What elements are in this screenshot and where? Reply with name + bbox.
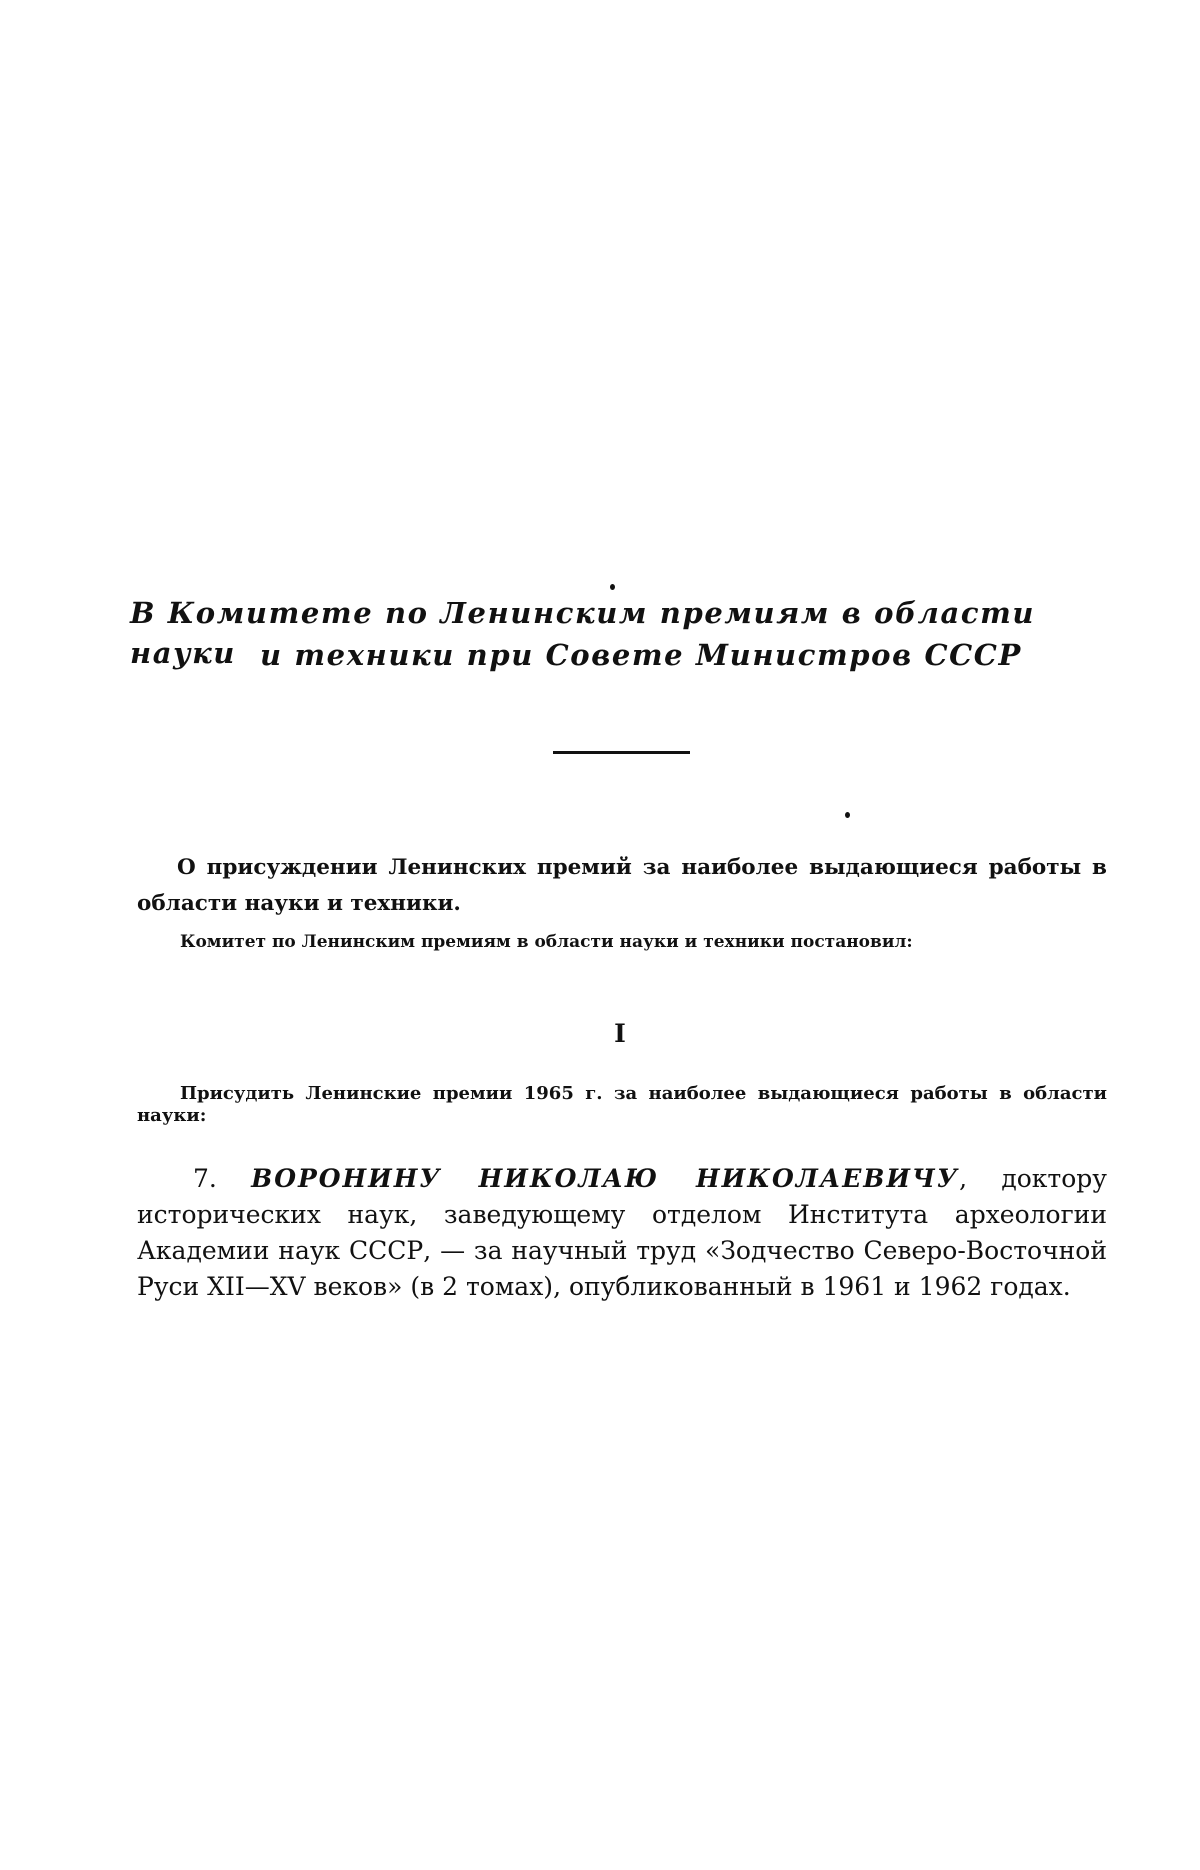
award-text: Присудить Ленинские премии 1965 г. за наиболее выдающиеся работы в области науки:: [137, 1083, 1107, 1126]
laureate-name: ВОРОНИНУ НИКОЛАЮ НИКОЛАЕВИЧУ: [251, 1164, 960, 1193]
decree-intro: Комитет по Ленинским премиям в области науки и техники постановил:: [180, 932, 913, 952]
section-number: I: [614, 1019, 626, 1048]
laureate-description: , доктору исторических наук, заведующему отделом Института археологии Академии наук СССР, — за научный труд «Зодчество Северо-Восточной Руси XII—XV веков» (в 2 томах), опубликованный в 1961 и 1962 годах.: [137, 1164, 1107, 1301]
decree-title: О присуждении Ленинских премий за наиболее выдающиеся работы в области науки и техники.: [137, 855, 1107, 916]
committee-heading-line-2: и техники при Совете Министров СССР: [260, 638, 1022, 672]
laureate-number: 7.: [193, 1164, 217, 1193]
committee-heading-line-1: В Комитете по Ленинским премиям в области науки: [130, 596, 1036, 670]
laureate-entry: [137, 1161, 1107, 1305]
scan-speck: [845, 812, 850, 818]
section-divider: [553, 751, 690, 754]
scan-speck: [610, 584, 615, 590]
